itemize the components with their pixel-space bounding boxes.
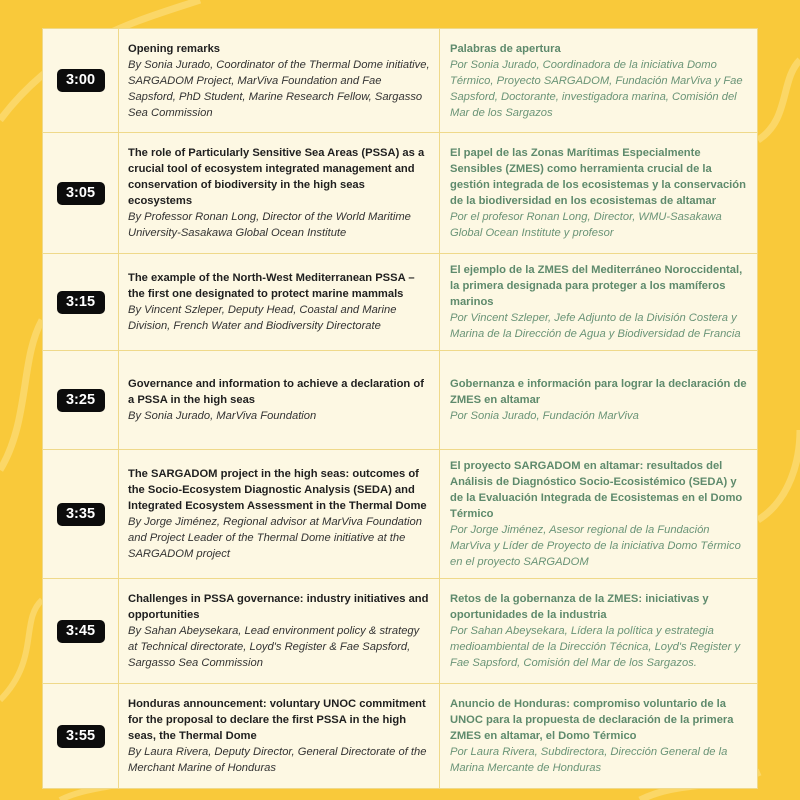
spanish-cell	[440, 450, 758, 579]
table-row	[43, 254, 758, 351]
session-title-es: El ejemplo de la ZMES del Mediterráneo Noroccidental, la primera designada para proteger a los mamíferos marinos	[450, 264, 743, 308]
session-title-en: The SARGADOM project in the high seas: outcomes of the Socio-Ecosystem Diagnostic Analysis (SEDA) and Integrated Ecosystem Assessment in the Thermal Dome	[128, 468, 427, 512]
session-speaker-en: By Vincent Szleper, Deputy Head, Coastal and Marine Division, French Water and Biodiversity Directorate	[128, 304, 397, 332]
time-badge: 3:45	[57, 620, 105, 643]
table-row	[43, 579, 758, 684]
session-speaker-es: Por Jorge Jiménez, Asesor regional de la Fundación MarViva y Líder de Proyecto de la iniciativa Domo Térmico en el proyecto SARGADOM	[450, 524, 741, 568]
time-badge: 3:05	[57, 182, 105, 205]
time-cell	[43, 450, 119, 579]
session-title-es: El proyecto SARGADOM en altamar: resultados del Análisis de Diagnóstico Socio-Ecosistémico (SEDA) y de la Evaluación Integrada de Ecosistemas en el Domo Térmico	[450, 460, 743, 520]
session-title-es: Gobernanza e información para lograr la declaración de ZMES en altamar	[450, 378, 747, 406]
table-row	[43, 684, 758, 789]
english-cell	[119, 254, 440, 351]
table-row	[43, 29, 758, 133]
english-cell	[119, 684, 440, 789]
table-row	[43, 450, 758, 579]
time-badge: 3:00	[57, 69, 105, 92]
table-row	[43, 133, 758, 254]
session-speaker-en: By Sahan Abeysekara, Lead environment policy & strategy at Technical directorate, Loyd's Register & Fae Sapsford, Sargasso Sea Commission	[128, 625, 420, 669]
session-speaker-es: Por Vincent Szleper, Jefe Adjunto de la División Costera y Marina de la Dirección de Agua y Biodiversidad de Francia	[450, 312, 741, 340]
session-title-en: Challenges in PSSA governance: industry initiatives and opportunities	[128, 593, 429, 621]
english-cell	[119, 29, 440, 133]
english-cell	[119, 579, 440, 684]
session-speaker-en: By Laura Rivera, Deputy Director, General Directorate of the Merchant Marine of Honduras	[128, 746, 427, 774]
session-title-es: Retos de la gobernanza de la ZMES: iniciativas y oportunidades de la industria	[450, 593, 709, 621]
session-title-en: Governance and information to achieve a declaration of a PSSA in the high seas	[128, 378, 424, 406]
spanish-cell	[440, 684, 758, 789]
session-title-es: Anuncio de Honduras: compromiso voluntario de la UNOC para la propuesta de declaración de la primera ZMES en altamar, el Domo Térmico	[450, 698, 734, 742]
session-title-en: The role of Particularly Sensitive Sea Areas (PSSA) as a crucial tool of ecosystem integrated management and conservation of biodiversity in the high seas ecosystems	[128, 147, 425, 207]
time-cell	[43, 351, 119, 450]
table-row	[43, 351, 758, 450]
session-speaker-en: By Professor Ronan Long, Director of the World Maritime University-Sasakawa Global Ocean Institute	[128, 211, 411, 239]
english-cell	[119, 133, 440, 254]
english-cell	[119, 351, 440, 450]
session-speaker-es: Por Laura Rivera, Subdirectora, Dirección General de la Marina Mercante de Honduras	[450, 746, 728, 774]
spanish-cell	[440, 579, 758, 684]
session-title-es: El papel de las Zonas Marítimas Especialmente Sensibles (ZMES) como herramienta crucial de la gestión integrada de los ecosistemas y la conservación de la biodiversidad en los ecosistemas de altamar	[450, 147, 746, 207]
session-title-en: Opening remarks	[128, 42, 221, 55]
session-title-en: Honduras announcement: voluntary UNOC commitment for the proposal to declare the first PSSA in the high seas, the Thermal Dome	[128, 698, 426, 742]
spanish-cell	[440, 254, 758, 351]
spanish-cell	[440, 133, 758, 254]
time-cell	[43, 133, 119, 254]
session-title-es: Palabras de apertura	[450, 42, 561, 55]
session-speaker-en: By Jorge Jiménez, Regional advisor at MarViva Foundation and Project Leader of the Thermal Dome initiative at the SARGADOM project	[128, 516, 422, 560]
spanish-cell	[440, 29, 758, 133]
english-cell	[119, 450, 440, 579]
spanish-cell	[440, 351, 758, 450]
session-speaker-es: Por Sonia Jurado, Fundación MarViva	[450, 410, 639, 422]
time-badge: 3:15	[57, 291, 105, 314]
time-cell	[43, 29, 119, 133]
session-speaker-es: Por el profesor Ronan Long, Director, WMU-Sasakawa Global Ocean Institute y profesor	[450, 211, 722, 239]
session-speaker-es: Por Sahan Abeysekara, Lídera la política y estrategia medioambiental de la Dirección Técnica, Loyd's Register y Fae Sapsford, Comisión del Mar de los Sargazos.	[450, 625, 741, 669]
session-title-en: The example of the North-West Mediterranean PSSA – the first one designated to protect marine mammals	[128, 272, 415, 300]
time-badge: 3:25	[57, 389, 105, 412]
time-cell	[43, 579, 119, 684]
session-speaker-es: Por Sonia Jurado, Coordinadora de la iniciativa Domo Térmico, Proyecto SARGADOM, Fundación MarViva y Fae Sapsford, Doctorante, investigadora marina, Comisión del Mar de los Sargazos	[450, 58, 743, 119]
time-badge: 3:55	[57, 725, 105, 748]
time-cell	[43, 254, 119, 351]
agenda-table	[42, 28, 758, 789]
session-speaker-en: By Sonia Jurado, MarViva Foundation	[128, 410, 317, 422]
time-cell	[43, 684, 119, 789]
time-badge: 3:35	[57, 503, 105, 526]
session-speaker-en: By Sonia Jurado, Coordinator of the Thermal Dome initiative, SARGADOM Project, MarViva Foundation and Fae Sapsford, PhD Student, Marine Research Fellow, Sargasso Sea Commission	[128, 58, 430, 119]
